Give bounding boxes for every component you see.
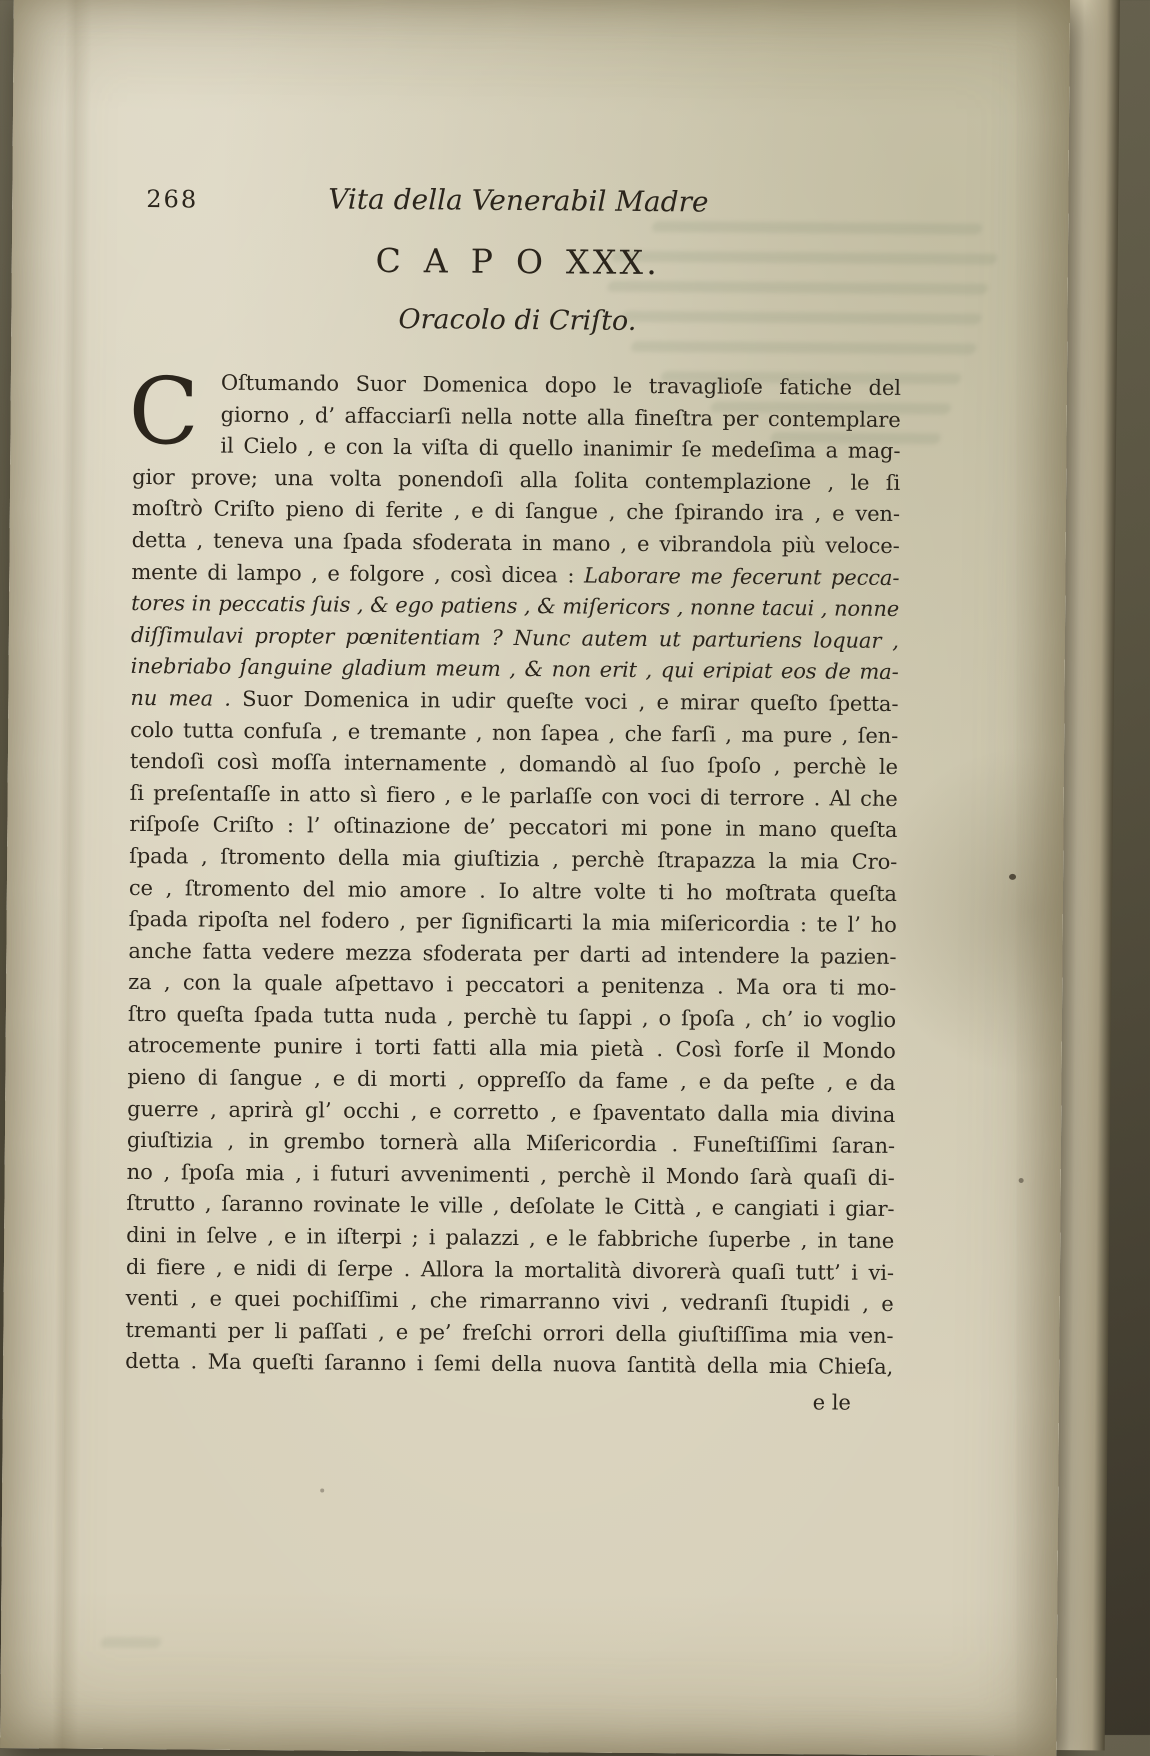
roman-segment: giuſtizia , in grembo tornerà alla Miſericordia . Funeſtiſſimi ſaran- xyxy=(126,1128,896,1159)
roman-segment: mente di lampo , e folgore , così dicea : xyxy=(131,559,585,588)
page-number: 268 xyxy=(146,185,199,214)
latin-italic-segment: Laborare me fecerunt pecca- xyxy=(583,563,900,590)
roman-segment: detta . Ma queſti ſaranno i ſemi della nuova ſantità della mia Chieſa, xyxy=(125,1349,894,1380)
drop-cap: C xyxy=(128,357,200,466)
ink-speck xyxy=(1019,1178,1024,1183)
roman-segment: dini in ſelve , e in iſterpi ; i palazzi , e le fabbriche ſuperbe , in tane xyxy=(126,1222,895,1253)
roman-segment: venti , e quei pochiſſimi , che rimarranno vivi , vedranſi ſtupidi , e xyxy=(125,1286,894,1317)
latin-italic-segment: inebriabo ſanguine gladium meum , & non erit , qui eripiat eos de ma- xyxy=(130,654,899,685)
roman-segment: colo tutta confuſa , e tremante , non ſapea , che farſi , ma pure , ſen- xyxy=(130,717,899,748)
show-through-mark xyxy=(100,1637,162,1648)
ink-speck xyxy=(1009,874,1016,880)
roman-segment: atrocemente punire i torti fatti alla mia pietà . Così forſe il Mondo xyxy=(127,1033,896,1064)
body-text xyxy=(125,357,901,1418)
roman-segment: ſtro queſta ſpada tutta nuda , perchè tu ſappi , o ſpoſa , ch’ io voglio xyxy=(127,1001,897,1032)
roman-segment: ſtrutto , ſaranno rovinate le ville , deſolate le Città , e cangiati i giar- xyxy=(126,1191,895,1222)
latin-italic-segment: tores in peccatis ſuis , & ego patiens , & miſericors , nonne tacui , nonne xyxy=(131,591,900,622)
text-line xyxy=(125,1346,893,1384)
roman-segment: Oſtumando Suor Domenica dopo le travaglioſe fatiche del xyxy=(220,370,901,400)
roman-segment: pieno di ſangue , e di morti , oppreſſo da fame , e da peſte , e da xyxy=(127,1064,896,1096)
roman-segment: ſpada ripoſta nel fodero , per ſignificarti la mia miſericordia : te l’ ho xyxy=(128,907,897,938)
roman-segment: gior prove; una volta ponendoſi alla ſolita contemplazione , le ſi xyxy=(132,464,901,495)
roman-segment: ſi preſentaſſe in atto sì fiero , e le parlaſſe con voci di terrore . Al che xyxy=(129,780,898,811)
text-line xyxy=(129,841,897,879)
roman-segment: moſtrò Criſto pieno di ferite , e di ſangue , che ſpirando ira , e ven- xyxy=(131,496,900,527)
latin-italic-segment: nu mea . xyxy=(130,685,243,711)
text-block xyxy=(125,181,903,1418)
roman-segment: anche fatta vedere mezza sfoderata per darti ad intendere la pazien- xyxy=(128,938,897,969)
roman-segment: ce , ſtromento del mio amore . Io altre volte ti ho moſtrata queſta xyxy=(128,875,898,906)
roman-segment: za , con la quale aſpettavo i peccatori a penitenza . Ma ora ti mo- xyxy=(128,970,897,1001)
roman-segment: riſpoſe Criſto : l’ oſtinazione de’ peccatori mi pone in mano queſta xyxy=(129,812,898,843)
latin-italic-segment: diſſimulavi propter pœnitentiam ? Nunc autem ut parturiens loquar , xyxy=(130,622,899,653)
ink-speck xyxy=(320,1488,324,1492)
catchword: e le xyxy=(812,1390,852,1415)
body-lines xyxy=(125,357,901,1384)
page-header xyxy=(134,181,902,223)
roman-segment: no , ſpoſa mia , i futuri avvenimenti , perchè il Mondo ſarà quaſi di- xyxy=(126,1159,895,1190)
running-header: Vita della Venerabil Madre xyxy=(328,182,709,219)
roman-segment: guerre , aprirà gl’ occhi , e corretto , e ſpaventato dalla mia divina xyxy=(127,1096,896,1127)
chapter-subtitle: Oracolo di Criſto. xyxy=(398,304,637,337)
roman-segment: ſpada , ſtromento della mia giuſtizia , perchè ſtrapazza la mia Cro- xyxy=(129,843,898,874)
roman-segment: di fiere , e nidi di ſerpe . Allora la mortalità divorerà quaſi tutt’ i vi- xyxy=(125,1254,895,1285)
roman-segment: Suor Domenica in udir queſte voci , e mirar queſto ſpetta- xyxy=(242,686,899,716)
roman-segment: il Cielo , e con la viſta di quello inanimir ſe medeſima a mag- xyxy=(220,433,901,464)
roman-segment: giorno , d’ affacciarſi nella notte alla fineſtra per contemplare xyxy=(220,402,901,432)
roman-segment: tremanti per li paſſati , e pe’ freſchi orrori della giuſtiſſima mia ven- xyxy=(125,1317,894,1348)
chapter-heading: C A P O XXX. xyxy=(375,240,661,283)
roman-segment: detta , teneva una ſpada sfoderata in mano , e vibrandola più veloce- xyxy=(131,527,900,558)
roman-segment: tendoſi così moſſa internamente , domandò al ſuo ſpoſo , perchè le xyxy=(129,749,899,780)
